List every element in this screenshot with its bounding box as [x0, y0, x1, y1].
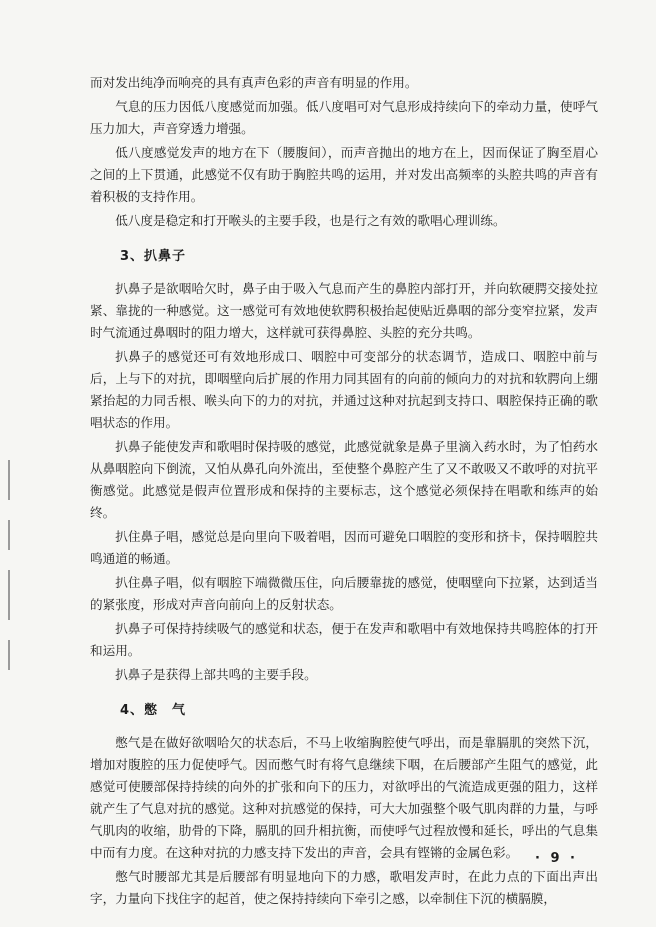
paragraph: 低八度感觉发声的地方在下（腰腹间），而声音抛出的地方在上，因而保证了胸至眉心之间的上下贯通，此感觉不仅有助于胸腔共鸣的运用，并对发出高频率的头腔共鸣的声音有着积极的支持作用。: [90, 145, 598, 204]
paragraph: 扒鼻子是获得上部共鸣的主要手段。: [115, 667, 317, 682]
section-heading-4: 4、憋 气: [120, 703, 187, 718]
paragraph: 憋气是在做好欲咽哈欠的状态后，不马上收缩胸腔使气呼出，而是靠膈肌的突然下沉，增加对腹腔的压力促使呼气。因而憋气时有将气息继续下咽，在后腰部产生阻气的感觉，此感觉可使腰部保持持续的向外的扩张和向下的压力，对欲呼出的气流造成更强的阻力，这样就产生了气息对抗的感觉。这种对抗感觉的保持，可大大加强整个吸气肌肉群的力量，与呼气肌肉的收缩，肋骨的下降，膈肌的回升相抗衡，而使呼气过程放慢和延长，呼出的气息集中而有力度。在这种对抗的力感支持下发出的声音，会具有铿锵的金属色彩。: [90, 735, 598, 860]
paragraph: 憋气时腰部尤其是后腰部有明显地向下的力感，歌唱发声时，在此力点的下面出声出字，力量向下找住字的起首，使之保持持续向下牵引之感，以牵制住下沉的横膈膜，: [90, 869, 598, 906]
paragraph: 气息的压力因低八度感觉而加强。低八度唱可对气息形成持续向下的牵动力量，使呼气压力加大，声音穿透力增强。: [90, 99, 598, 136]
paragraph-continued: 而对发出纯净而响亮的具有真声色彩的声音有明显的作用。: [90, 75, 418, 90]
paragraph: 低八度是稳定和打开喉头的主要手段，也是行之有效的歌唱心理训练。: [115, 213, 506, 228]
document-page: [90, 72, 598, 912]
paragraph: 扒鼻子的感觉还可有效地形成口、咽腔中可变部分的状态调节，造成口、咽腔中前与后，上与下的对抗，即咽壁向后扩展的作用力同其固有的向前的倾向力的对抗和软腭向上绷紧抬起的力同舌根、喉头向下的力的对抗，并通过这种对抗起到支持口、咽腔保持正确的歌唱状态的作用。: [90, 349, 598, 430]
scan-margin-marks: [8, 460, 11, 680]
paragraph: 扒鼻子是欲咽哈欠时，鼻子由于吸入气息而产生的鼻腔内部打开，并向软硬腭交接处拉紧、靠拢的一种感觉。这一感觉可有效地使软腭积极抬起使贴近鼻咽的部分变窄拉紧，发声时气流通过鼻咽时的阻力增大，这样就可获得鼻腔、头腔的充分共鸣。: [90, 281, 598, 340]
page-number: · 9 ·: [535, 851, 578, 866]
section-heading-3: 3、扒鼻子: [120, 249, 187, 264]
paragraph: 扒住鼻子唱，似有咽腔下端微微压住，向后腰靠拢的感觉，使咽壁向下拉紧，达到适当的紧张度，形成对声音向前向上的反射状态。: [90, 575, 598, 612]
paragraph: 扒住鼻子唱，感觉总是向里向下吸着唱，因而可避免口咽腔的变形和挤卡，保持咽腔共鸣通道的畅通。: [90, 529, 598, 566]
paragraph: 扒鼻子能使发声和歌唱时保持吸的感觉，此感觉就象是鼻子里滴入药水时，为了怕药水从鼻咽腔向下倒流，又怕从鼻孔向外流出，至使整个鼻腔产生了又不敢吸又不敢呼的对抗平衡感觉。此感觉是假声位置形成和保持的主要标志，这个感觉必须保持在唱歌和练声的始终。: [90, 439, 598, 520]
paragraph: 扒鼻子可保持持续吸气的感觉和状态，便于在发声和歌唱中有效地保持共鸣腔体的打开和运用。: [90, 621, 598, 658]
